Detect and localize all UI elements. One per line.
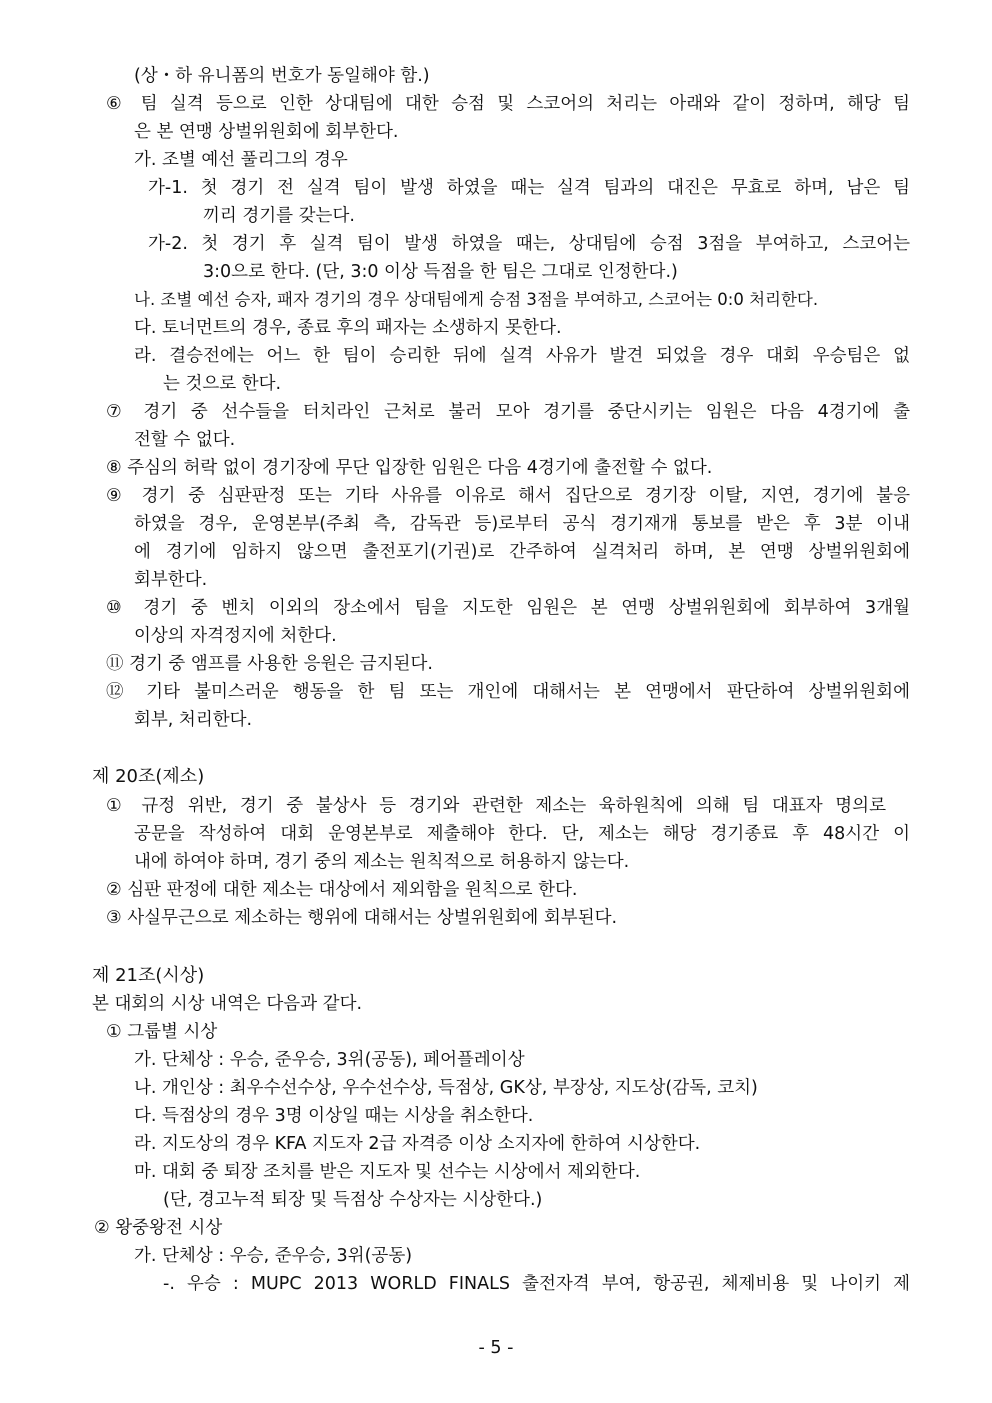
text-line: 가. 단체상 : 우승, 준우승, 3위(공동), 페어플레이상	[134, 1050, 525, 1070]
text-line: 공문을 작성하여 대회 운영본부로 제출해야 한다. 단, 제소는 해당 경기종료 후 48시간 이	[134, 824, 910, 844]
text-line: 본 대회의 시상 내역은 다음과 같다.	[92, 994, 363, 1014]
text-line: ⑥ 팀 실격 등으로 인한 상대팀에 대한 승점 및 스코어의 처리는 아래와 같이 정하며, 해당 팀	[106, 94, 910, 114]
text-line: ⑨ 경기 중 심판판정 또는 기타 사유를 이유로 해서 집단으로 경기장 이탈, 지연, 경기에 불응	[106, 486, 910, 506]
text-line: 라. 결승전에는 어느 한 팀이 승리한 뒤에 실격 사유가 발견 되었을 경우 대회 우승팀은 없	[134, 346, 910, 366]
text-line: ⑦ 경기 중 선수들을 터치라인 근처로 불러 모아 경기를 중단시키는 임원은 다음 4경기에 출	[106, 402, 910, 422]
text-line: 회부한다.	[134, 570, 208, 590]
text-line: 회부, 처리한다.	[134, 710, 253, 730]
text-line: 나. 조별 예선 승자, 패자 경기의 경우 상대팀에게 승점 3점을 부여하고, 스코어는 0:0 처리한다.	[134, 290, 819, 309]
section-heading: 제 21조(시상)	[92, 965, 205, 986]
text-line: 가-2. 첫 경기 후 실격 팀이 발생 하였을 때는, 상대팀에 승점 3점을 부여하고, 스코어는	[148, 234, 910, 254]
text-line: ② 심판 판정에 대한 제소는 대상에서 제외함을 원칙으로 한다.	[106, 880, 578, 900]
text-line: 이상의 자격정지에 처한다.	[134, 626, 337, 646]
text-line: 하였을 경우, 운영본부(주최 측, 감독관 등)로부터 공식 경기재개 통보를 받은 후 3분 이내	[134, 514, 910, 534]
text-line: ① 그룹별 시상	[106, 1022, 218, 1042]
page-number: - 5 -	[478, 1338, 514, 1358]
section-heading: 제 20조(제소)	[92, 766, 205, 787]
text-line: 다. 득점상의 경우 3명 이상일 때는 시상을 취소한다.	[134, 1106, 534, 1126]
text-line: ② 왕중왕전 시상	[94, 1218, 223, 1238]
text-line: 에 경기에 임하지 않으면 출전포기(기권)로 간주하여 실격처리 하며, 본 연맹 상벌위원회에	[134, 542, 910, 562]
text-line: ⑩ 경기 중 벤치 이외의 장소에서 팀을 지도한 임원은 본 연맹 상벌위원회에 회부하여 3개월	[106, 598, 910, 618]
text-line: 끼리 경기를 갖는다.	[203, 206, 355, 226]
text-line: (상・하 유니폼의 번호가 동일해야 함.)	[134, 66, 430, 86]
text-line: ③ 사실무근으로 제소하는 행위에 대해서는 상벌위원회에 회부된다.	[106, 908, 618, 928]
text-line: ⑧ 주심의 허락 없이 경기장에 무단 입장한 임원은 다음 4경기에 출전할 수 없다.	[106, 458, 713, 478]
text-line: 나. 개인상 : 최우수선수상, 우수선수상, 득점상, GK상, 부장상, 지도상(감독, 코치)	[134, 1078, 758, 1098]
text-line: ⑫ 기타 불미스러운 행동을 한 팀 또는 개인에 대해서는 본 연맹에서 판단하여 상벌위원회에	[106, 682, 910, 702]
text-line: 다. 토너먼트의 경우, 종료 후의 패자는 소생하지 못한다.	[134, 318, 562, 338]
text-line: 은 본 연맹 상벌위원회에 회부한다.	[134, 122, 399, 142]
text-line: 가. 단체상 : 우승, 준우승, 3위(공동)	[134, 1246, 413, 1266]
text-line: 라. 지도상의 경우 KFA 지도자 2급 자격증 이상 소지자에 한하여 시상한다.	[134, 1134, 701, 1154]
text-line: 전할 수 없다.	[134, 430, 236, 450]
text-line: 가. 조별 예선 풀리그의 경우	[134, 150, 348, 170]
text-line: 는 것으로 한다.	[163, 374, 282, 394]
text-line: 3:0으로 한다. (단, 3:0 이상 득점을 한 팀은 그대로 인정한다.)	[203, 262, 678, 282]
text-line: ① 규정 위반, 경기 중 불상사 등 경기와 관련한 제소는 육하원칙에 의해 팀 대표자 명의로	[106, 796, 886, 816]
text-line: 가-1. 첫 경기 전 실격 팀이 발생 하였을 때는 실격 팀과의 대진은 무효로 하며, 남은 팀	[148, 178, 910, 198]
text-line: -. 우승 : MUPC 2013 WORLD FINALS 출전자격 부여, 항공권, 체제비용 및 나이키 제	[163, 1274, 910, 1294]
text-line: (단, 경고누적 퇴장 및 득점상 수상자는 시상한다.)	[163, 1190, 543, 1210]
text-line: 내에 하여야 하며, 경기 중의 제소는 원칙적으로 허용하지 않는다.	[134, 852, 630, 872]
text-line: 마. 대회 중 퇴장 조치를 받은 지도자 및 선수는 시상에서 제외한다.	[134, 1162, 641, 1182]
text-line: ⑪ 경기 중 앰프를 사용한 응원은 금지된다.	[106, 654, 433, 674]
